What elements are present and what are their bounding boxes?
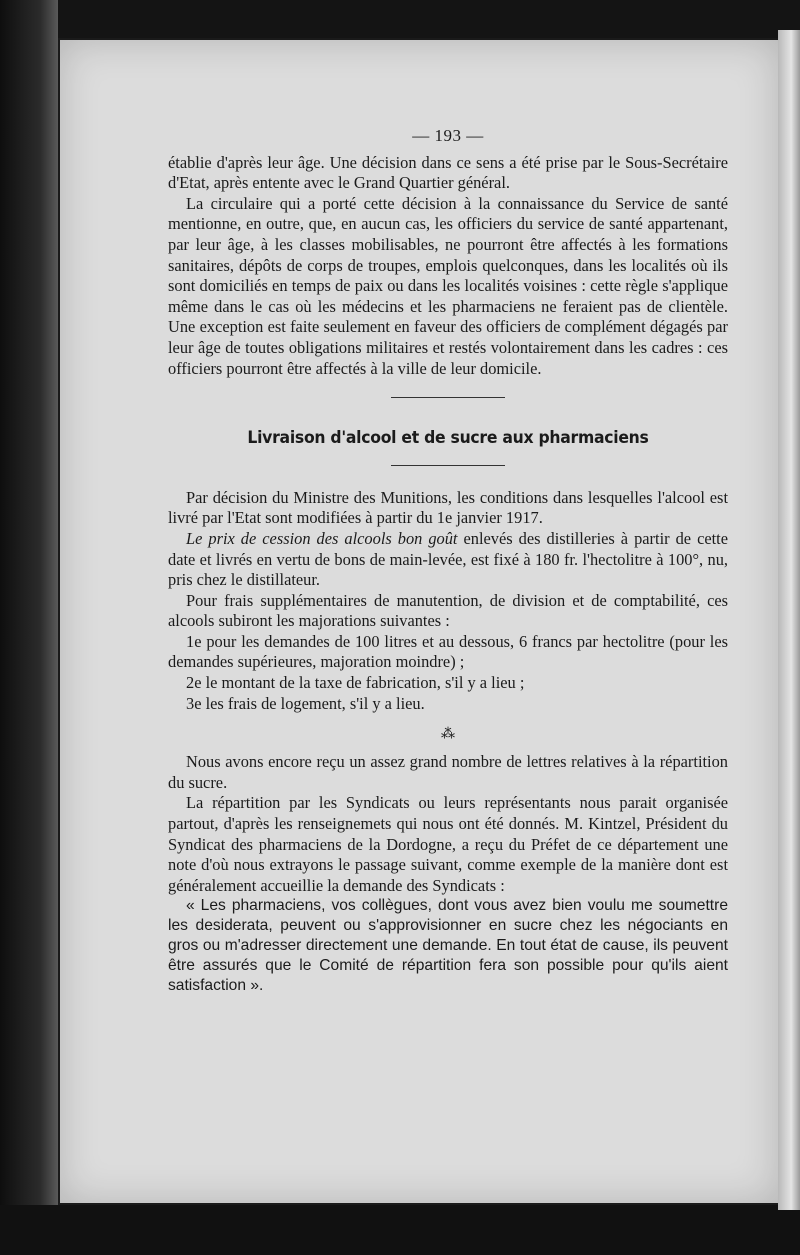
asterism-separator: ⁂ [441,727,455,743]
section-title: Livraison d'alcool et de sucre aux pharmaciens [247,428,649,449]
paragraph-frais: Pour frais supplémentaires de manutention, de division et de comptabilité, ces alcools subiront les majorations suivantes : [168,590,728,631]
scan-border-left [0,0,58,1255]
section-divider-bottom [391,465,505,466]
scan-border-bottom [0,1205,800,1255]
list-item-1: 1e pour les demandes de 100 litres et au dessous, 6 francs par hectolitre (pour les demandes supérieures, majoration moindre) ; [168,631,728,672]
paragraph-circulaire: La circulaire qui a porté cette décision à la connaissance du Service de santé mentionne, en outre, que, en aucun cas, les officiers du service de santé appartenant, par leur âge, à les classes mobilisables, ne pourront être affectés à les formations sanitaires, dépôts de corps de troupes, emplois quelconques, dans les localités où ils sont domiciliés en temps de paix ou dans les localités voisines : cette règle s'applique même dans le cas où les médecins et les pharmaciens ne feraient pas de clientèle. Une exception est faite seulement en faveur des officiers de complément dégagés par leur âge de toutes obligations militaires et restés volontairement dans les cadres : ces officiers pourront être affectés à la ville de leur domicile. [168,193,728,378]
prix-italic-phrase: Le prix de cession des alcools bon goût [186,528,458,548]
paragraph-repartition: La répartition par les Syndicats ou leurs représentants nous parait organisée partout, d'après les renseignemets qui nous ont été donnés. M. Kintzel, Président du Syndicat des pharmaciens de la Dordogne, a reçu du Préfet de ce département une note d'où nous extrayons le passage suivant, comme exemple de la manière dont est généralement accueillie la demande des Syndicats : [168,793,728,895]
paragraph-lettres: Nous avons encore reçu un assez grand nombre de lettres relatives à la répartition du sucre. [168,752,728,792]
section-divider-top [391,397,505,398]
paragraph-continuation: établie d'après leur âge. Une décision dans ce sens a été prise par le Sous-Secrétaire d'Etat, après entente avec le Grand Quartier général. [168,152,728,193]
scan-border-top [0,0,800,38]
page-edge-right [778,30,800,1210]
prix-rest: enlevés des distilleries à partir de cette date et livrés en vertu de bons de main-levée, est fixé à 180 fr. l'hectolitre à 100°, nu, pris chez le distillateur. [168,528,729,590]
list-item-3: 3e les frais de logement, s'il y a lieu. [186,693,425,713]
list-item-2: 2e le montant de la taxe de fabrication, s'il y a lieu ; [186,673,525,693]
paragraph-prix [168,529,728,591]
paragraph-decision: Par décision du Ministre des Munitions, les conditions dans lesquelles l'alcool est livré par l'Etat sont modifiées à partir du 1e janvier 1917. [168,487,728,528]
quote-prefet: « Les pharmaciens, vos collègues, dont vous avez bien voulu me soumettre les desiderata, peuvent ou s'approvisionner en sucre chez les négociants en gros ou m'adresser directement une demande. En tout état de cause, ils peuvent être assurés que le Comité de répartition fera son possible pour qu'ils aient satisfaction ». [168,897,728,995]
page-content [168,126,728,996]
page-number: — 193 — [412,126,484,145]
